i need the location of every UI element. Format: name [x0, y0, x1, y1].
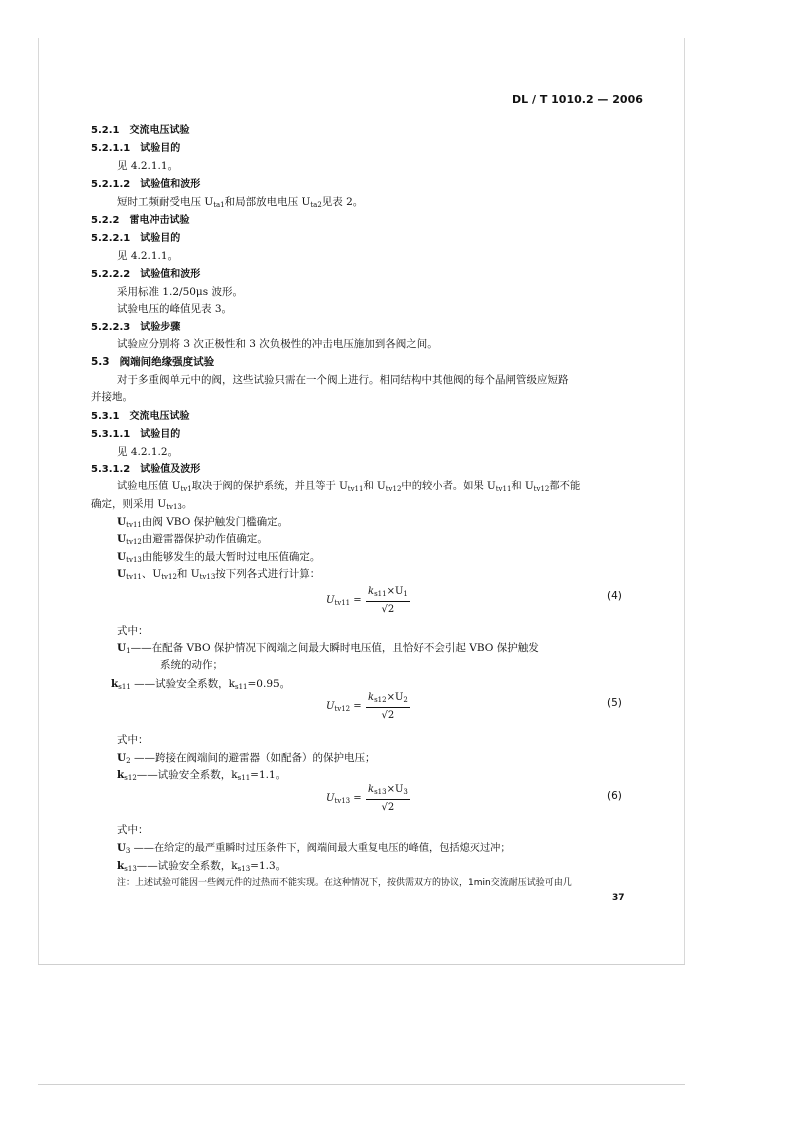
where-label-2: 式中：	[117, 734, 149, 746]
heading-number: 5.2.2.3	[91, 322, 131, 333]
document-code: DL / T 1010.2 — 2006	[512, 93, 643, 106]
heading-5-2-1-2	[91, 178, 200, 192]
equation-number-4: (4)	[607, 590, 622, 602]
definition-ks13: $k_{s13}——$试验安全系数，$k_{s13}=1.3$。	[117, 860, 287, 873]
paragraph-5-3-1-2-line3: $U_{tv11}$由阀 VBO 保护触发门槛确定。	[117, 516, 289, 529]
scan-border-right	[684, 38, 685, 964]
heading-title: 试验值和波形	[140, 269, 201, 280]
formula-lhs: $U_{tv11}$ =	[326, 595, 362, 607]
heading-number: 5.3.1	[91, 411, 120, 422]
formula-4	[326, 586, 426, 622]
paragraph-5-2-2-3: 试验应分别将 3 次正极性和 3 次负极性的冲击电压施加到各阀之间。	[117, 338, 438, 350]
paragraph-5-2-2-2-a: 采用标准 1.2/50μs 波形。	[117, 286, 243, 298]
heading-title: 试验步骤	[140, 322, 181, 333]
heading-number: 5.3.1.1	[91, 429, 131, 440]
heading-5-3	[91, 355, 214, 369]
heading-5-2-2-2	[91, 268, 200, 282]
paragraph-5-2-2-2-b: 试验电压的峰值见表 3。	[117, 303, 233, 315]
paragraph-5-3-1-2-line5: $U_{tv13}$由能够发生的最大暂时过电压值确定。	[117, 551, 321, 564]
heading-title: 试验目的	[140, 429, 181, 440]
page-footer-line	[38, 1084, 685, 1085]
heading-number: 5.2.1.2	[91, 179, 131, 190]
heading-title: 试验目的	[140, 233, 181, 244]
definition-u1: $U_1——$在配备 VBO 保护情况下阀端之间最大瞬时电压值，且恰好不会引起 VBO 保护触发	[117, 642, 539, 655]
paragraph-5-3-1-1: 见 4.2.1.2。	[117, 446, 179, 458]
scan-border-bottom	[38, 964, 685, 965]
heading-number: 5.2.1	[91, 125, 120, 136]
formula-6	[326, 784, 426, 820]
heading-title: 交流电压试验	[129, 125, 190, 136]
heading-5-3-1-1	[91, 428, 180, 442]
heading-5-3-1	[91, 410, 189, 424]
where-label-1: 式中：	[117, 625, 149, 637]
equation-number-5: (5)	[607, 697, 622, 709]
paragraph-5-3-1-2-line4: $U_{tv12}$由避雷器保护动作值确定。	[117, 533, 268, 546]
heading-5-3-1-2	[91, 463, 200, 477]
heading-5-2-1	[91, 124, 189, 138]
note: 注：上述试验可能因一些阀元件的过热而不能实现。在这种情况下，按供需双方的协议，1min交流耐压试验可由几	[117, 878, 572, 888]
paragraph-5-2-1-2: 短时工频耐受电压 $U_{ta1}$和局部放电电压 $U_{ta2}$见表 2。	[117, 196, 364, 209]
formula-lhs: $U_{tv12}$ =	[326, 701, 362, 713]
paragraph-5-3-line2: 并接地。	[91, 391, 133, 403]
paragraph-5-2-1-1: 见 4.2.1.1。	[117, 160, 179, 172]
definition-ks12: $k_{s12}——$试验安全系数，$k_{s11}=1.1$。	[117, 769, 287, 782]
heading-5-2-2	[91, 214, 189, 228]
heading-title: 试验目的	[140, 143, 181, 154]
heading-number: 5.2.1.1	[91, 143, 131, 154]
formula-5	[326, 692, 426, 728]
definition-u1-cont: 系统的动作；	[160, 659, 223, 671]
scan-border-left	[38, 38, 39, 964]
where-label-3: 式中：	[117, 824, 149, 836]
formula-fraction: $\frac{k_{s12}\times U_2}{√2}$	[368, 692, 408, 721]
definition-u2: $U_2$ ——跨接在阀端间的避雷器（如配备）的保护电压；	[117, 752, 376, 765]
paragraph-5-3-1-2-line1: 试验电压值 $U_{tv1}$取决于阀的保护系统，并且等于 $U_{tv11}$和 $U_{tv12}$中的较小者。如果 $U_{tv11}$和 $U_{tv12}$都不能	[117, 480, 581, 493]
paragraph-5-3-1-2-line6: $U_{tv11}$、$U_{tv12}$和 $U_{tv13}$按下列各式进行计算：	[117, 568, 321, 581]
heading-title: 试验值及波形	[140, 464, 201, 475]
heading-number: 5.3	[91, 356, 110, 368]
paragraph-5-3-line1: 对于多重阀单元中的阀，这些试验只需在一个阀上进行。相同结构中其他阀的每个晶闸管级应短路	[117, 374, 569, 386]
heading-title: 试验值和波形	[140, 179, 201, 190]
formula-lhs: $U_{tv13}$ =	[326, 793, 362, 805]
heading-5-2-1-1	[91, 142, 180, 156]
heading-number: 5.3.1.2	[91, 464, 131, 475]
page-number: 37	[612, 893, 625, 903]
heading-title: 阀端间绝缘强度试验	[119, 356, 215, 368]
heading-number: 5.2.2.2	[91, 269, 131, 280]
heading-title: 交流电压试验	[129, 411, 190, 422]
formula-fraction: $\frac{k_{s11}\times U_1}{√2}$	[368, 586, 408, 615]
heading-5-2-2-3	[91, 321, 180, 335]
paragraph-5-2-2-1: 见 4.2.1.1。	[117, 250, 179, 262]
heading-title: 雷电冲击试验	[129, 215, 190, 226]
heading-5-2-2-1	[91, 232, 180, 246]
formula-fraction: $\frac{k_{s13}\times U_3}{√2}$	[368, 784, 408, 813]
definition-u3: $U_3$ ——在给定的最严重瞬时过压条件下，阀端间最大重复电压的峰值，包括熄灭过冲；	[117, 842, 511, 855]
definition-ks11: $k_{s11}$ ——试验安全系数，$k_{s11}=0.95$。	[111, 678, 291, 691]
equation-number-6: (6)	[607, 790, 622, 802]
heading-number: 5.2.2.1	[91, 233, 131, 244]
heading-number: 5.2.2	[91, 215, 120, 226]
paragraph-5-3-1-2-line2: 确定，则采用 $U_{tv13}$。	[91, 498, 193, 511]
